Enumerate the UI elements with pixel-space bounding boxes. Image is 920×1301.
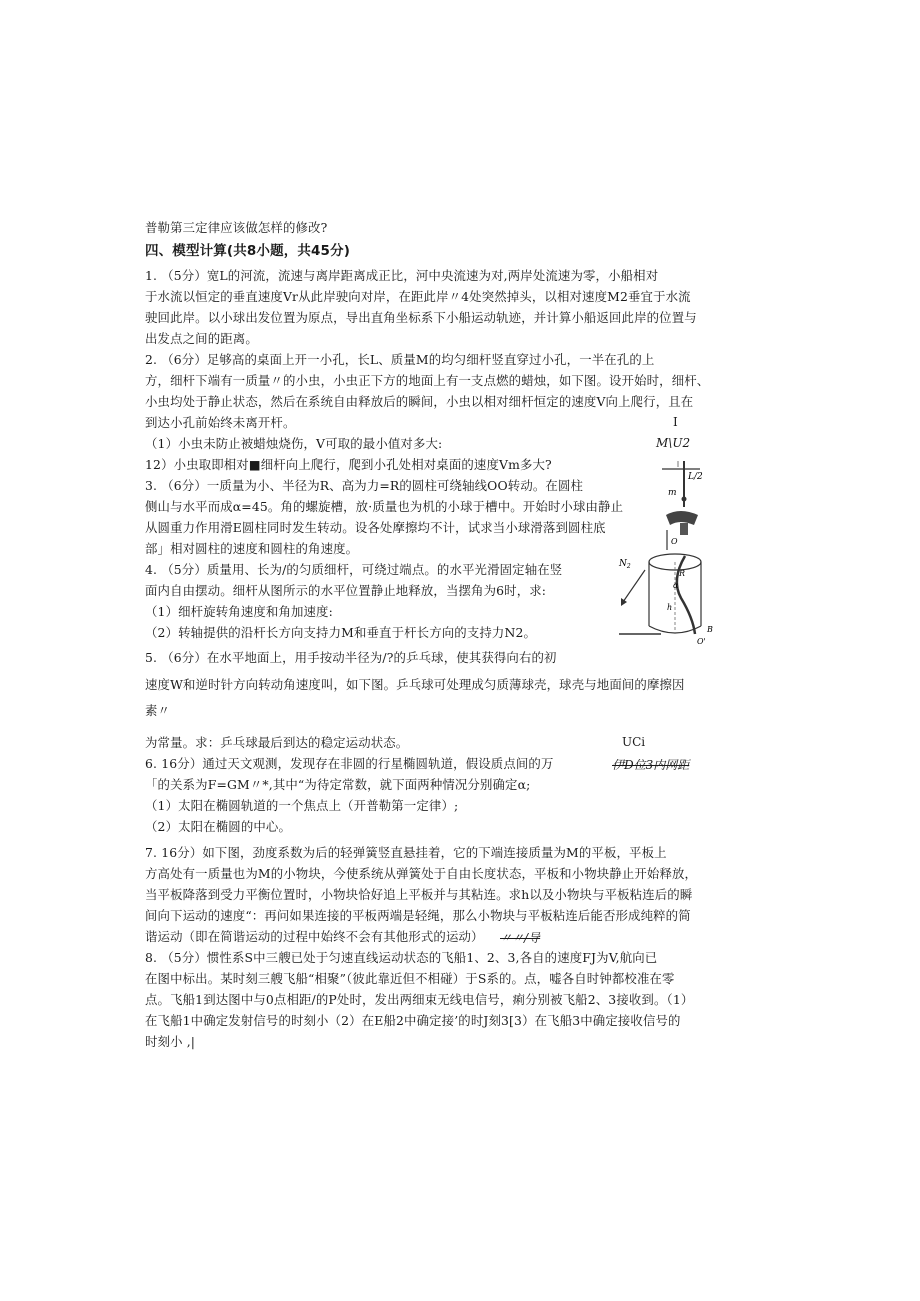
radius-label: R	[679, 569, 686, 578]
q1-line-3: 驶回此岸。以小球出发位置为原点，导出直角坐标系下小船运动轨迹，并计算小船返回此岸的位置与	[145, 310, 697, 325]
q8-line-3: 点。飞船1到达图中与0点相距/的P处时，发出两细束无线电信号，痢分别被飞船2、3接收到。（1）	[145, 992, 694, 1007]
q2-line-3: 小虫均处于静止状态，然后在系统自由释放后的瞬间，小虫以相对细杆恒定的速度V向上爬行，且在	[145, 394, 694, 409]
margin-tag-4: 伊D位3内网距	[612, 758, 690, 772]
q3-line-1: 3. （6分）一质量为小、半径为R、高为力=R的圆柱可绕轴线OO转动。在圆柱	[145, 478, 584, 493]
q5-line-2: 速度W和逆时针方向转动角速度叫，如下图。乒乓球可处理成匀质薄球壳，球壳与地面间的摩擦因	[145, 677, 685, 692]
height-label: h	[667, 603, 673, 612]
margin-tag-1: I	[673, 415, 678, 429]
q2-sub-1: （1）小虫未防止被蜡烛烧伤，V可取的最小值对多大:	[145, 436, 443, 451]
q7-line-3: 当平板降落到受力平衡位置时，小物块恰好追上平板并与其粘连。求h以及小物块与平板粘连后的瞬	[145, 887, 693, 902]
q4-line-2: 面内自由摆动。细杆从图所示的水平位置静止地释放，当摆角为6时，求:	[145, 583, 547, 598]
q2-line-2: 方，细杆下端有一质量〃的小虫，小虫正下方的地面上有一支点燃的蜡烛，如下图。设开始时，细杆、	[145, 373, 710, 388]
q1-line-2: 于水流以恒定的垂直速度Vr从此岸驶向对岸，在距此岸〃4处突然掉头，以相对速度M2垂宜于水流	[145, 289, 691, 304]
margin-tag-3: UCi	[622, 735, 646, 749]
insect-icon	[682, 497, 687, 502]
margin-tag-2: M\U2	[656, 436, 691, 450]
text-line-1: 普勒第三定律应该做怎样的修改?	[145, 220, 328, 235]
q2-sub-2: 12）小虫取即相对■细杆向上爬行，爬到小孔处相对桌面的速度Vm多大?	[145, 457, 552, 472]
q8-line-4: 在飞船1中确定发射信号的时刻小（2）在E船2中确定接’的时J刻3[3）在飞船3中确定接收信号的	[145, 1013, 681, 1028]
point-b-label: B	[707, 625, 713, 634]
q2-line-1: 2. （6分）足够高的桌面上开一小孔，长L、质量M的均匀细杆竖直穿过小孔，一半在孔的上	[145, 352, 655, 367]
q7-line-4: 间向下运动的速度“：再问如果连接的平板两端是轻绳，那么小物块与平板粘连后能否形成纯粹的简	[145, 908, 691, 923]
q6-sub-2: （2）太阳在椭圆的中心。	[145, 819, 291, 834]
q2-line-4: 到达小孔前始终未离开杆。	[145, 415, 296, 430]
force-arrow	[623, 570, 645, 602]
q1-line-4: 出发点之间的距离。	[145, 331, 258, 346]
section-heading: 四、模型计算(共8小题，共45分)	[145, 243, 351, 259]
alpha-label: α	[673, 581, 679, 590]
candle-flame-icon	[666, 511, 698, 525]
q7-line-2: 方高处有一质量也为M的小物块，今使系统从弹簧处于自由长度状态，平板和小物块静止开始释放，	[145, 866, 698, 881]
q4-sub-2: （2）转轴提供的沿杆长方向支持力M和垂直于杆长方向的支持力N2。	[145, 625, 537, 640]
q7-line-1: 7. 16分）如下图，劲度系数为后的轻弹簧竖直悬挂着，它的下端连接质量为M的平板，平板上	[145, 845, 667, 860]
q6-sub-1: （1）太阳在椭圆轨道的一个焦点上（开普勒第一定律）;	[145, 798, 459, 813]
q5-line-3: 素〃	[145, 703, 171, 718]
q8-line-5: 时刻小 ,|	[145, 1034, 196, 1049]
q6-line-2: 「的关系为F=GM〃*,其中“为待定常数，就下面两种情况分别确定α;	[145, 777, 531, 792]
q5-line-1: 5. （6分）在水平地面上，用手按动半径为/?的乒乓球，使其获得向右的初	[145, 650, 557, 665]
length-label: L/2	[688, 472, 703, 482]
axis-o-label: O	[671, 537, 678, 546]
q3-line-3: 从圆重力作用滑E圆柱同时发生转动。设各处摩擦均不计，试求当小球滑落到圆柱底	[145, 520, 606, 535]
q4-sub-1: （1）细杆旋转角速度和角加速度:	[145, 604, 333, 619]
mass-label: m	[668, 488, 677, 498]
q3-line-2: 侧山与水平而成α=45。角的螺旋槽，放·质量也为机的小球于槽中。开始时小球由静止	[145, 499, 624, 514]
q5-line-4: 为常量。求：乒乓球最后到达的稳定运动状态。	[145, 735, 409, 750]
axis-o2-label: O'	[697, 637, 706, 645]
rod-candle-figure	[640, 455, 710, 535]
q8-line-2: 在图中标出。某时刻三艘飞船“相聚”（彼此靠近但不相碰）于S系的。点，嘘各自时钟都校准在零	[145, 971, 675, 986]
force-n2-label: $N_2$	[619, 559, 631, 570]
q6-line-1: 6. 16分）通过天文观测，发现存在非圆的行星椭圆轨道，假设质点间的万	[145, 756, 554, 771]
q4-line-1: 4. （5分）质量用、长为/的匀质细杆，可绕过端点。的水平光滑固定轴在竖	[145, 562, 563, 577]
margin-tag-5: 〃〃/导	[500, 931, 541, 945]
cylinder-figure	[615, 530, 725, 645]
q1-line-1: 1. （5分）宽L的河流，流速与离岸距离成正比，河中央流速为对,两岸处流速为零，小船相对	[145, 268, 659, 283]
q8-line-1: 8. （5分）惯性系S中三艘已处于匀速直线运动状态的飞船1、2、3,各自的速度FJ为V,航向已	[145, 950, 658, 965]
q3-line-4: 部」相对圆柱的速度和圆柱的角速度。	[145, 541, 359, 556]
q7-line-5: 谐运动（即在简谐运动的过程中始终不会有其他形式的运动）	[145, 929, 484, 944]
